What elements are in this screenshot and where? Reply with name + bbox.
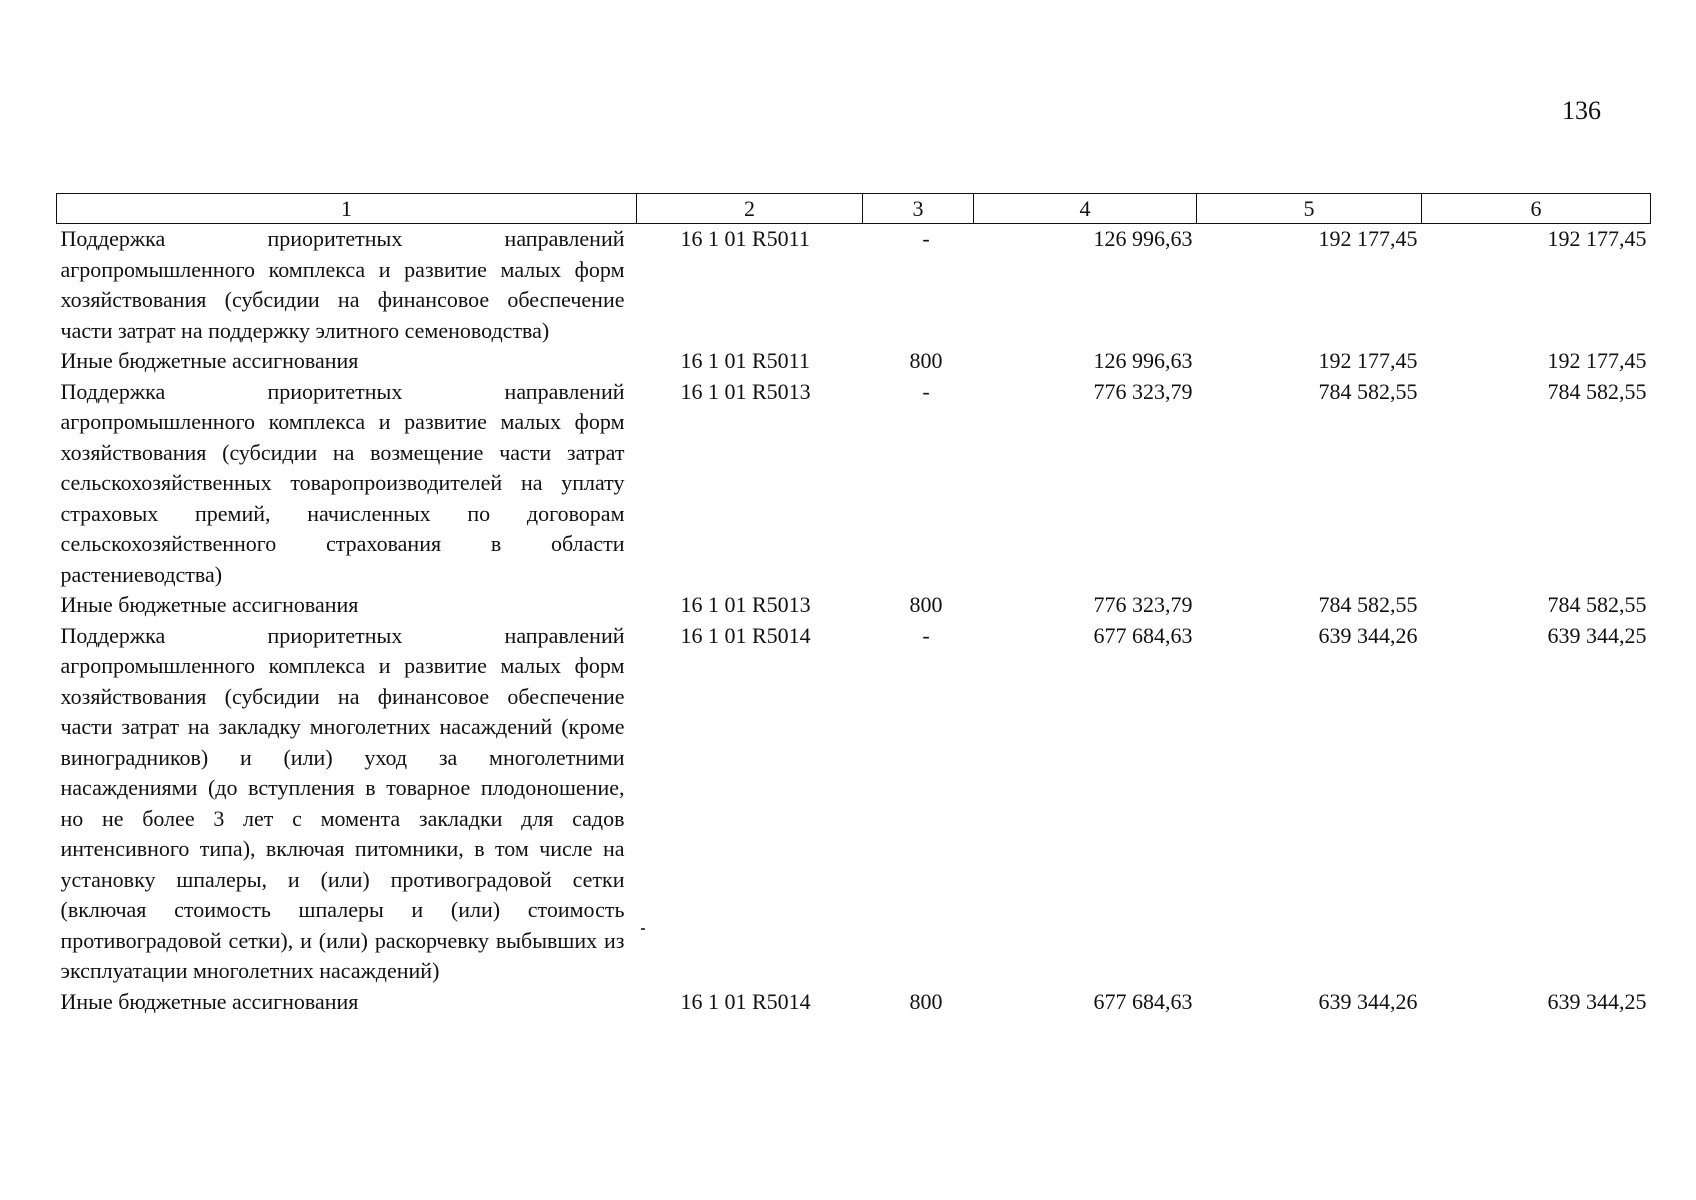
table-row [57, 590, 1651, 621]
column-header-1: 1 [57, 194, 637, 224]
row-value-4: 126 996,63 [1093, 226, 1193, 251]
row-code: 16 1 01 R5013 [680, 378, 811, 404]
row-code: 16 1 01 R5011 [680, 226, 810, 251]
column-header-2: 2 [637, 194, 863, 224]
column-header-6: 6 [1422, 194, 1651, 224]
row-value-6: 639 344,25 [1547, 988, 1647, 1014]
row-value-6: 784 582,55 [1547, 378, 1647, 404]
table-row [57, 987, 1651, 1018]
row-name: Иные бюджетные ассигнования [60, 988, 359, 1014]
row-code: 16 1 01 R5013 [680, 592, 811, 617]
row-type: - [922, 622, 930, 648]
table-row [57, 346, 1651, 377]
row-value-4: 677 684,63 [1093, 988, 1193, 1014]
row-value-6: 192 177,45 [1547, 226, 1647, 251]
row-value-5: 639 344,26 [1318, 622, 1418, 648]
row-type: - [922, 378, 930, 404]
row-value-5: 784 582,55 [1318, 378, 1418, 404]
row-type: 800 [909, 348, 943, 373]
scan-speck [641, 928, 645, 930]
row-value-6: 192 177,45 [1547, 348, 1647, 373]
header-row [57, 194, 1651, 224]
column-header-3: 3 [863, 194, 974, 224]
column-header-5: 5 [1197, 194, 1422, 224]
row-value-5: 192 177,45 [1318, 348, 1418, 373]
row-type: - [922, 226, 930, 251]
row-name: Иные бюджетные ассигнования [60, 348, 359, 373]
row-value-4: 776 323,79 [1093, 378, 1193, 404]
row-type: 800 [909, 592, 943, 617]
row-value-5: 192 177,45 [1318, 226, 1418, 251]
row-value-6: 639 344,25 [1547, 622, 1647, 648]
row-value-4: 126 996,63 [1093, 348, 1193, 373]
row-code: 16 1 01 R5014 [680, 988, 811, 1014]
row-code: 16 1 01 R5011 [680, 348, 810, 373]
row-value-4: 776 323,79 [1093, 592, 1193, 617]
row-value-5: 784 582,55 [1318, 592, 1418, 617]
row-name: Поддержка приоритетных направлений агропромышленного комплекса и развитие малых форм хозяйствования (субсидии на финансовое обеспечение части затрат на поддержку элитного семеноводства) [60, 226, 625, 343]
column-header-4: 4 [974, 194, 1197, 224]
budget-table [56, 193, 1651, 1017]
row-name: Иные бюджетные ассигнования [60, 592, 359, 617]
row-name: Поддержка приоритетных направлений агропромышленного комплекса и развитие малых форм хозяйствования (субсидии на финансовое обеспечение части затрат на закладку многолетних насаждений (кроме виноградников) и (или) уход за многолетними насаждениями (до вступления в товарное плодоношение, но не более 3 лет с момента закладки для садов интенсивного типа), включая питомники, в том числе на установку шпалеры, и (или) противоградовой сетки (включая стоимость шпалеры и (или) стоимость противоградовой сетки), и (или) раскорчевку выбывших из эксплуатации многолетних насаждений) [60, 622, 625, 983]
table-row [57, 377, 1651, 591]
row-code: 16 1 01 R5014 [680, 622, 811, 648]
row-value-6: 784 582,55 [1547, 592, 1647, 617]
row-value-5: 639 344,26 [1318, 988, 1418, 1014]
table-row [57, 224, 1651, 347]
row-type: 800 [909, 988, 943, 1014]
table-row [57, 621, 1651, 987]
row-name: Поддержка приоритетных направлений агропромышленного комплекса и развитие малых форм хозяйствования (субсидии на возмещение части затрат сельскохозяйственных товаропроизводителей на уплату страховых премий, начисленных по договорам сельскохозяйственного страхования в области растениеводства) [60, 378, 625, 587]
page-number: 136 [1562, 96, 1601, 125]
row-value-4: 677 684,63 [1093, 622, 1193, 648]
